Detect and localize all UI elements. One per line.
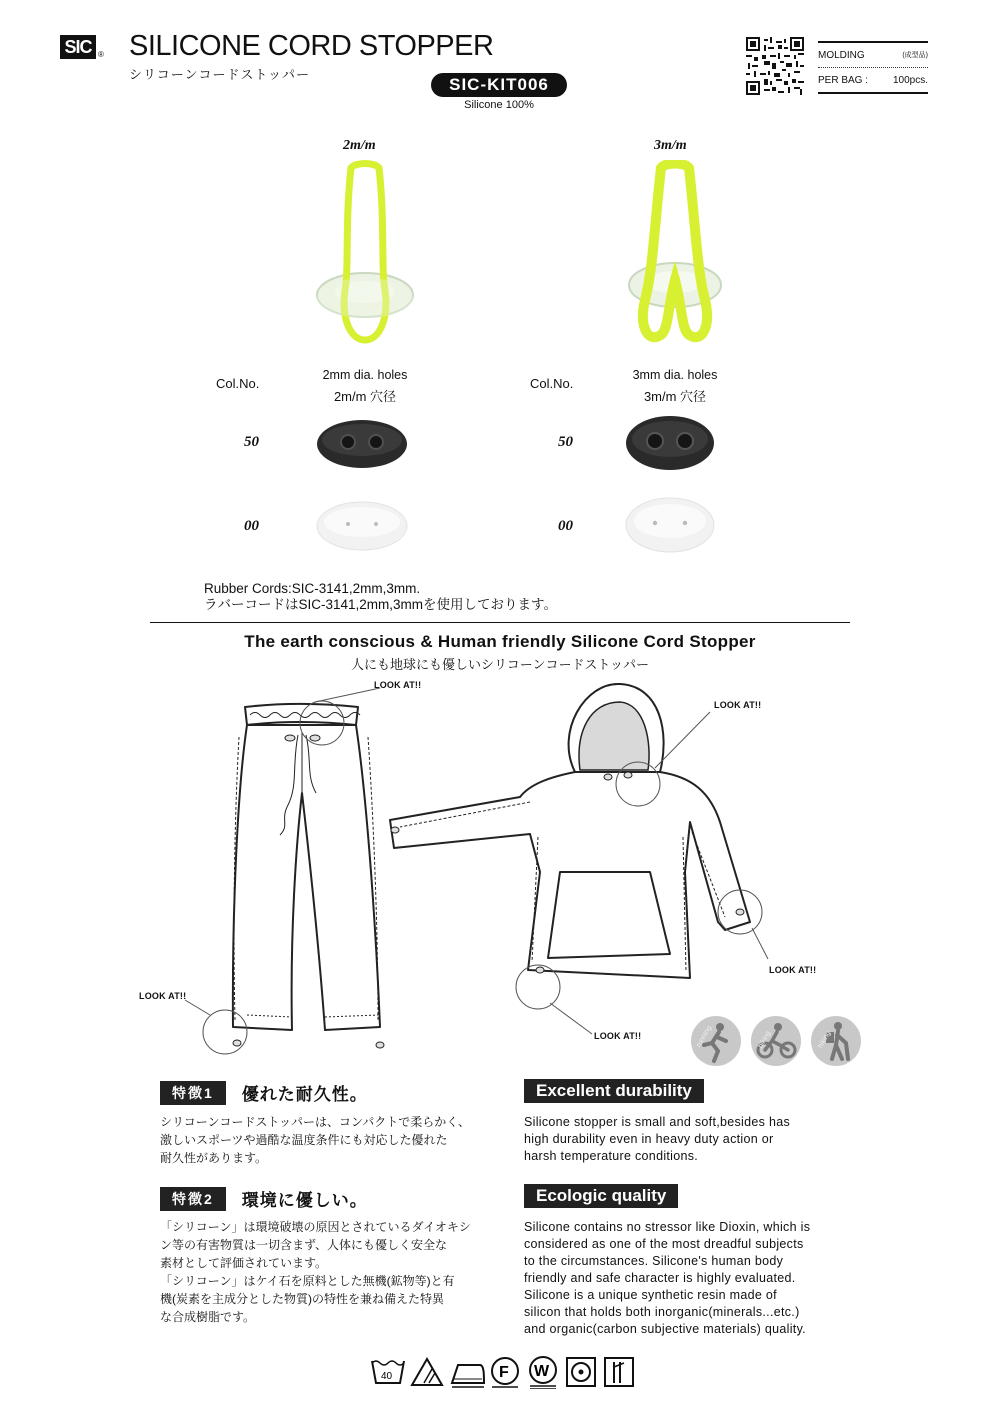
text-line: high durability even in heavy duty action or (524, 1132, 774, 1146)
look-at-callout: LOOK AT!! (714, 700, 762, 710)
hiking-icon-label: hiking (817, 1030, 833, 1050)
wash-40-label: 40 (381, 1371, 393, 1382)
wetclean-w-label: W (534, 1363, 550, 1380)
text-line: Silicone contains no stressor like Dioxin, which is (524, 1220, 811, 1234)
care-symbols (370, 1355, 636, 1394)
look-at-callout: LOOK AT!! (374, 680, 422, 690)
spec-molding-label: MOLDING (818, 49, 865, 61)
feature-1-title-jp: 優れた耐久性。 (241, 1085, 368, 1104)
feature-2-body-en (524, 1219, 844, 1338)
text-line: and organic(carbon subjective materials) quality. (524, 1322, 806, 1336)
text-line: ン等の有害物質は一切含まず、人体にも優しく安全な (160, 1238, 448, 1252)
feature-2-tag: 特徴2 (160, 1187, 226, 1211)
stopper-with-cord-2mm-image (305, 160, 425, 350)
col-no-header-3mm: Col.No. (530, 376, 574, 391)
look-at-callout: LOOK AT!! (594, 1031, 642, 1041)
spec-molding-row (818, 43, 928, 67)
hoodie-illustration (380, 672, 850, 1042)
feature-1-title-en: Excellent durability (524, 1079, 704, 1103)
text-line: 「シリコーン」は環境破壊の原因とされているダイオキシ (160, 1220, 471, 1234)
look-at-callout: LOOK AT!! (139, 991, 187, 1001)
col-no-header-2mm: Col.No. (216, 376, 260, 391)
stopper-clear-3mm-swatch (622, 496, 718, 554)
text-line: 耐久性があります。 (160, 1151, 268, 1165)
text-line: 素材として評価されています。 (160, 1256, 328, 1270)
wash-40-icon (372, 1361, 404, 1383)
biking-icon (750, 1015, 802, 1067)
text-line: Silicone is a unique synthetic resin made of (524, 1288, 777, 1302)
text-line: 「シリコーン」はケイ石を原料とした無機(鉱物等)と有 (160, 1274, 455, 1288)
feature-1-body-jp (160, 1113, 485, 1167)
feature-2-title-jp: 環境に優しい。 (241, 1191, 368, 1210)
line-dry-icon (605, 1358, 633, 1386)
feature-2-header-jp (160, 1186, 368, 1211)
text-line: to the circumstances. Silicone's human body (524, 1254, 784, 1268)
col-number: 50 (558, 434, 573, 450)
spec-per-bag-label: PER BAG : (818, 74, 869, 86)
col-number: 00 (558, 518, 573, 534)
feature-1-body-en (524, 1114, 844, 1165)
size-label-2mm: 2m/m (343, 138, 376, 153)
text-line: considered as one of the most dreadful subjects (524, 1237, 804, 1251)
dryclean-f-icon (492, 1358, 518, 1387)
running-icon-label: running (695, 1024, 714, 1049)
spec-per-bag-value: 100pcs. (892, 74, 928, 86)
spec-molding-value: (成型品) (902, 52, 928, 59)
stopper-black-3mm-swatch (622, 414, 718, 472)
text-line: silicon that holds both inorganic(minerals...etc.) (524, 1305, 800, 1319)
holes-en-3mm: 3mm dia. holes (632, 368, 718, 382)
col-number: 50 (244, 434, 259, 450)
text-line: friendly and safe character is highly evaluated. (524, 1271, 796, 1285)
stopper-black-2mm-swatch (312, 418, 412, 470)
slogan: The earth conscious & Human friendly Silicone Cord Stopper (244, 632, 756, 651)
rubber-cords-note-en: Rubber Cords:SIC-3141,2mm,3mm. (204, 581, 421, 596)
hiking-icon (810, 1015, 862, 1067)
page-title: SILICONE CORD STOPPER (129, 30, 494, 62)
product-code-badge: SIC-KIT006 (431, 73, 567, 97)
spec-table (818, 41, 928, 94)
feature-2-body-jp (160, 1218, 485, 1326)
rubber-cords-note (204, 581, 557, 613)
text-line: Silicone stopper is small and soft,besides has (524, 1115, 791, 1129)
dryclean-f-label: F (499, 1364, 509, 1381)
holes-jp-2mm: 2m/m 穴径 (333, 389, 397, 404)
material-label: Silicone 100% (464, 99, 534, 111)
running-icon (690, 1015, 742, 1067)
page-title-jp: シリコーンコードストッパー (129, 67, 310, 82)
col-number: 00 (244, 518, 259, 534)
bleach-ok-icon (412, 1359, 442, 1385)
size-label-3mm: 3m/m (654, 138, 687, 153)
slogan-jp: 人にも地球にも優しいシリコーンコードストッパー (351, 657, 649, 672)
tumble-dry-icon (567, 1358, 595, 1386)
holes-jp-3mm: 3m/m 穴径 (643, 389, 707, 404)
spec-per-bag-row (818, 68, 928, 92)
iron-low-icon (452, 1365, 484, 1387)
rubber-cords-note-jp: ラバーコードはSIC-3141,2mm,3mmを使用しております。 (204, 597, 557, 612)
stopper-with-cord-3mm-image (615, 160, 735, 350)
stopper-clear-2mm-swatch (312, 500, 412, 552)
section-divider (150, 622, 850, 623)
biking-icon-label: biking (757, 1030, 773, 1050)
look-at-callout: LOOK AT!! (769, 965, 817, 975)
wetclean-w-icon (530, 1357, 556, 1389)
brand-logo: SIC (60, 35, 96, 59)
text-line: な合成樹脂です。 (160, 1310, 256, 1324)
activity-icons (690, 1015, 865, 1067)
registered-mark: ® (98, 50, 104, 59)
feature-1-header-jp (160, 1080, 368, 1105)
holes-en-2mm: 2mm dia. holes (322, 368, 408, 382)
text-line: シリコーンコードストッパーは、コンパクトで柔らかく、 (160, 1115, 470, 1129)
text-line: harsh temperature conditions. (524, 1149, 699, 1163)
text-line: 機(炭素を主成分とした物質)の特性を兼ね備えた特異 (160, 1292, 444, 1306)
feature-1-tag: 特徴1 (160, 1081, 226, 1105)
text-line: 激しいスポーツや過酷な温度条件にも対応した優れた (160, 1133, 448, 1147)
feature-2-title-en: Ecologic quality (524, 1184, 678, 1208)
qr-code-icon (746, 37, 804, 95)
